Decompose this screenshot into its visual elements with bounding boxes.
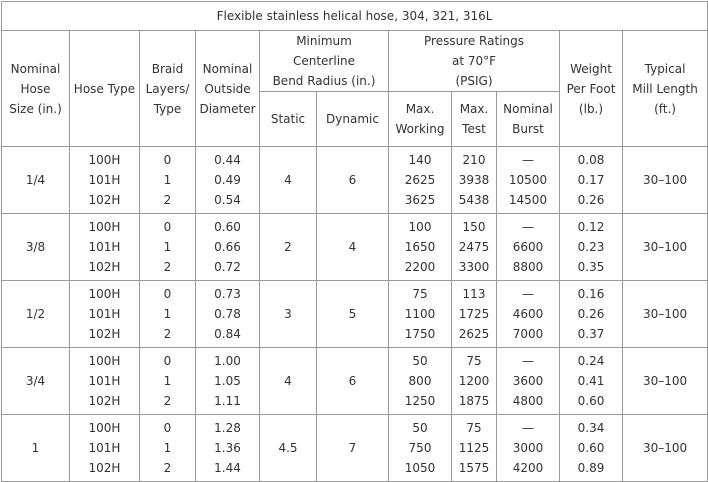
cell-dynamic: 5 [317,281,389,348]
cell-line: 0 [163,153,172,167]
cell-line: 0.26 [577,193,605,207]
cell-line: Bend Radius (in.) [272,74,376,88]
cell-line: — [522,421,534,435]
cell-line: 1 [163,307,172,321]
cell-line: at 70°F [451,54,497,68]
cell-line: 101H [88,374,121,388]
cell-line: Diameter [199,101,256,116]
cell-line: 1125 [458,441,490,455]
table-title: Flexible stainless helical hose, 304, 321, 316L [2,2,708,31]
cell-max-working [389,281,452,348]
cell-line: 2 [163,327,172,341]
table-row [2,147,708,214]
cell-line: 4800 [512,394,544,408]
cell-weight [560,147,623,214]
cell-line: 0.37 [577,327,605,341]
cell-line: 75 [466,421,482,435]
cell-line: 0.89 [577,461,605,475]
cell-mill-length: 30–100 [623,415,708,482]
cell-size: 1 [2,415,70,482]
cell-hose-type [70,348,140,415]
cell-line: (PSIG) [455,74,493,88]
cell-line: Nominal [10,61,61,76]
cell-line: — [522,220,534,234]
cell-hose-type [70,147,140,214]
cell-static: 4 [260,348,317,415]
cell-line: 2 [163,260,172,274]
cell-hose-type [70,281,140,348]
cell-line: Weight [570,61,612,76]
cell-line: 8800 [512,260,544,274]
cell-line: 1.11 [214,394,241,408]
cell-line: 50 [412,421,428,435]
cell-line: Layers/ [145,81,190,96]
cell-size: 3/4 [2,348,70,415]
cell-line: 1 [163,374,172,388]
cell-line: 0 [163,421,172,435]
cell-line: 150 [462,220,486,234]
cell-line: 2 [163,461,172,475]
header-dynamic: Dynamic [317,92,389,147]
cell-od [196,214,260,281]
cell-line: Nominal [503,102,553,116]
cell-line: 102H [88,193,121,207]
cell-line: 102H [88,394,121,408]
cell-max-working [389,415,452,482]
cell-line: 3938 [458,173,490,187]
cell-line: 0.35 [577,260,605,274]
cell-line: 100H [88,287,121,301]
cell-line: 10500 [508,173,548,187]
cell-line: (ft.) [654,101,676,116]
cell-nominal-burst [497,415,560,482]
cell-static: 2 [260,214,317,281]
cell-line: Pressure Ratings [424,34,524,48]
cell-line: 1200 [458,374,490,388]
cell-weight [560,348,623,415]
cell-line: Hose [20,81,51,96]
cell-line: Working [395,122,445,136]
cell-line: 1 [163,240,172,254]
cell-line: 210 [462,153,486,167]
cell-line: 1 [163,441,172,455]
cell-braid [140,214,196,281]
cell-line: 101H [88,441,121,455]
cell-line: 3300 [458,260,490,274]
cell-dynamic: 4 [317,214,389,281]
cell-line: — [522,153,534,167]
cell-line: 0.49 [214,173,241,187]
cell-line: 1650 [404,240,436,254]
cell-line: 0.24 [577,354,605,368]
cell-static: 4.5 [260,415,317,482]
cell-line: 0.84 [214,327,241,341]
cell-line: 50 [412,354,428,368]
cell-size: 1/2 [2,281,70,348]
cell-max-working [389,348,452,415]
cell-line: 1875 [458,394,490,408]
cell-od [196,348,260,415]
cell-line: 0.73 [214,287,241,301]
cell-line: 2 [163,193,172,207]
cell-nominal-burst [497,348,560,415]
cell-max-test [452,281,497,348]
cell-line: Test [462,122,486,136]
header-hose-type [70,31,140,147]
cell-line: Type [153,101,182,116]
cell-line: Typical [644,61,686,76]
cell-size: 1/4 [2,147,70,214]
cell-line: 1.28 [214,421,241,435]
cell-line: 101H [88,307,121,321]
hose-spec-table [1,1,708,482]
cell-line: Outside [204,81,251,96]
cell-hose-type [70,415,140,482]
cell-line: 0.41 [577,374,605,388]
cell-line: 0.26 [577,307,605,321]
cell-mill-length: 30–100 [623,281,708,348]
cell-max-test [452,415,497,482]
cell-size: 3/8 [2,214,70,281]
cell-line: 75 [466,354,482,368]
cell-hose-type [70,214,140,281]
cell-line: 0.17 [577,173,605,187]
cell-dynamic: 6 [317,348,389,415]
cell-static: 3 [260,281,317,348]
cell-line: Centerline [292,54,356,68]
cell-line: 0.60 [577,441,605,455]
cell-line: 2 [163,394,172,408]
cell-line: 113 [462,287,486,301]
cell-line: 3600 [512,374,544,388]
table-row [2,214,708,281]
cell-static: 4 [260,147,317,214]
cell-line: 102H [88,260,121,274]
cell-line: 1250 [404,394,436,408]
header-nominal-burst [497,92,560,147]
cell-braid [140,348,196,415]
cell-max-test [452,214,497,281]
cell-od [196,415,260,482]
cell-line: — [522,287,534,301]
cell-line: 4200 [512,461,544,475]
cell-nominal-burst [497,281,560,348]
cell-line: 0 [163,287,172,301]
header-nominal-hose-size [2,31,70,147]
cell-dynamic: 7 [317,415,389,482]
cell-line: 100H [88,354,121,368]
cell-line: 0.44 [214,153,241,167]
cell-line: 0.60 [577,394,605,408]
cell-mill-length: 30–100 [623,348,708,415]
cell-line: 800 [408,374,432,388]
cell-line: 0.16 [577,287,605,301]
cell-line: 1 [163,173,172,187]
cell-nominal-burst [497,214,560,281]
cell-line: 1050 [404,461,436,475]
cell-line: 6600 [512,240,544,254]
cell-braid [140,415,196,482]
cell-od [196,281,260,348]
cell-line: Braid [151,61,184,76]
cell-line: 0.72 [214,260,241,274]
header-braid-layers [140,31,196,147]
header-max-working [389,92,452,147]
cell-line: 0.12 [577,220,605,234]
cell-mill-length: 30–100 [623,214,708,281]
table-row [2,415,708,482]
header-min-bend-radius [260,31,389,92]
header-weight [560,31,623,147]
cell-line: 101H [88,240,121,254]
cell-line: 2475 [458,240,490,254]
header-pressure-ratings [389,31,560,92]
cell-line: 0.54 [214,193,241,207]
cell-line: Burst [512,122,544,136]
cell-od [196,147,260,214]
cell-line: 5438 [458,193,490,207]
cell-line: 1750 [404,327,436,341]
cell-line: 0 [163,354,172,368]
cell-line: Max. [459,102,489,116]
cell-line: 2625 [458,327,490,341]
cell-mill-length: 30–100 [623,147,708,214]
cell-line: 100H [88,153,121,167]
cell-braid [140,281,196,348]
cell-line: 1.36 [214,441,241,455]
cell-line: 0.34 [577,421,605,435]
cell-line: 14500 [508,193,548,207]
table-row [2,348,708,415]
cell-line: 750 [408,441,432,455]
cell-line: 4600 [512,307,544,321]
cell-line: 100 [408,220,432,234]
cell-line: 1.44 [214,461,241,475]
table-row [2,281,708,348]
cell-braid [140,147,196,214]
cell-line: 0.08 [577,153,605,167]
cell-line: 1.05 [214,374,241,388]
cell-weight [560,281,623,348]
cell-line: 0.78 [214,307,241,321]
cell-line: Hose Type [73,81,136,96]
cell-line: Per Foot [566,81,616,96]
header-nominal-od [196,31,260,147]
cell-weight [560,214,623,281]
cell-line: 1725 [458,307,490,321]
cell-line: 101H [88,173,121,187]
cell-line: 102H [88,461,121,475]
cell-max-test [452,348,497,415]
cell-line: 7000 [512,327,544,341]
cell-line: (lb.) [578,101,604,116]
cell-line: 3000 [512,441,544,455]
cell-line: Mill Length [632,81,698,96]
cell-line: 2200 [404,260,436,274]
cell-line: Max. [405,102,435,116]
cell-line: 0.66 [214,240,241,254]
header-mill-length [623,31,708,147]
cell-max-test [452,147,497,214]
cell-line: Nominal [202,61,253,76]
cell-line: 1.00 [214,354,241,368]
cell-line: 0.23 [577,240,605,254]
cell-line: 1575 [458,461,490,475]
cell-weight [560,415,623,482]
cell-nominal-burst [497,147,560,214]
cell-line: — [522,354,534,368]
cell-line: 140 [408,153,432,167]
cell-line: Size (in.) [9,101,62,116]
cell-max-working [389,214,452,281]
cell-line: 0 [163,220,172,234]
header-static: Static [260,92,317,147]
cell-line: 3625 [404,193,436,207]
cell-max-working [389,147,452,214]
cell-line: 2625 [404,173,436,187]
cell-dynamic: 6 [317,147,389,214]
cell-line: Minimum [296,34,352,48]
cell-line: 1100 [404,307,436,321]
cell-line: 100H [88,220,121,234]
cell-line: 100H [88,421,121,435]
cell-line: 75 [412,287,428,301]
cell-line: 102H [88,327,121,341]
cell-line: 0.60 [214,220,241,234]
header-max-test [452,92,497,147]
